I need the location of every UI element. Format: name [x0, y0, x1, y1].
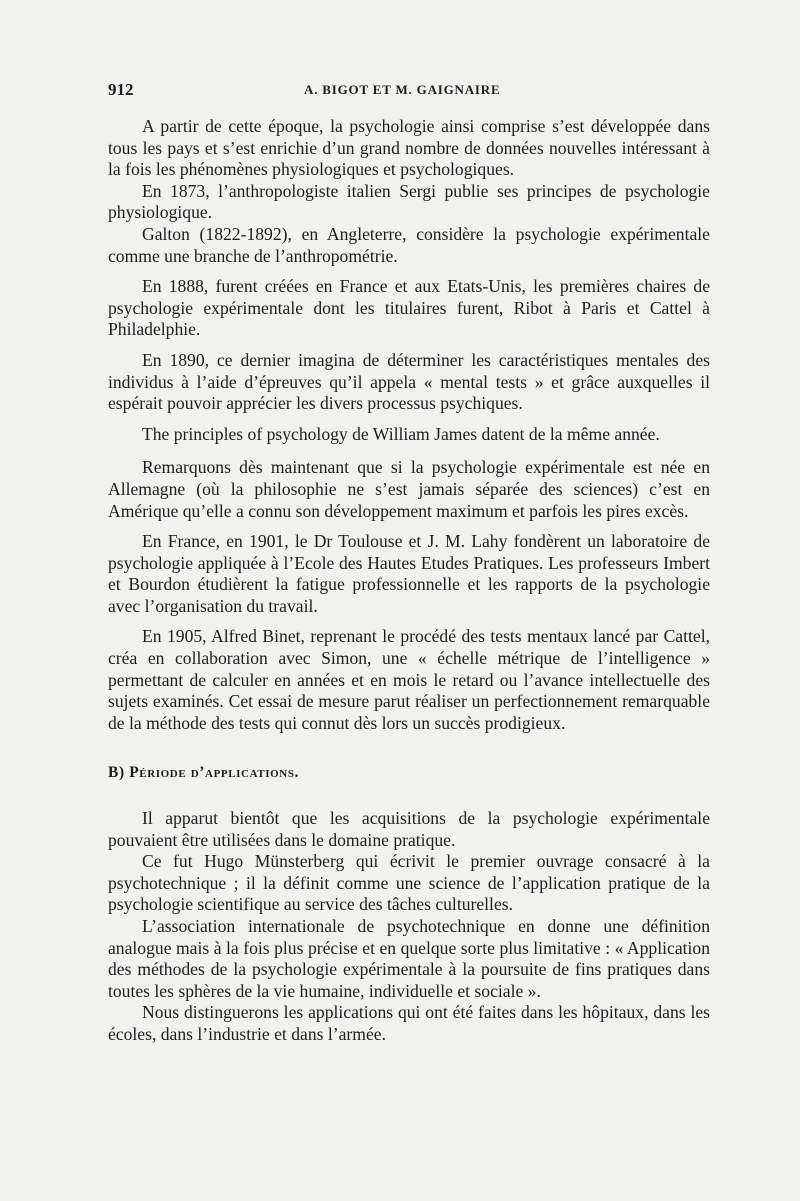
section-heading	[108, 762, 710, 784]
body-text	[108, 116, 710, 1046]
paragraph: En France, en 1901, le Dr Toulouse et J. M. Lahy fondèrent un laboratoire de psychologie appliquée à l’Ecole des Hautes Etudes Pratiques. Les professeurs Imbert et Bourdon étudièrent la fatigue professionnelle et les rapports de la psychologie avec l’organisation du travail.	[108, 531, 710, 616]
section-title: Période d’applications.	[129, 764, 300, 782]
paragraph: Ce fut Hugo Münsterberg qui écrivit le premier ouvrage consacré à la psychotechnique ; il la définit comme une science de l’application pratique de la psychologie scientifique au service des tâches culturelles.	[108, 851, 710, 915]
paragraph: En 1890, ce dernier imagina de déterminer les caractéristiques mentales des individus à l’aide d’épreuves qu’il appela « mental tests » et grâce auxquelles il espérait pouvoir apprécier les divers processus psychiques.	[108, 349, 710, 414]
page-number: 912	[108, 80, 134, 99]
paragraph: Il apparut bientôt que les acquisitions de la psychologie expérimentale pouvaient être utilisées dans le domaine pratique.	[108, 808, 710, 850]
paragraph: En 1905, Alfred Binet, reprenant le procédé des tests mentaux lancé par Cattel, créa en collaboration avec Simon, une « échelle métrique de l’intelligence » permettant de calculer en années et en mois le retard ou l’avance intellectuelle des sujets examinés. Cet essai de mesure parut réaliser un perfectionnement remarquable de la méthode des tests qui connut dès lors un succès prodigieux.	[108, 626, 710, 733]
running-head	[108, 80, 708, 100]
paragraph: A partir de cette époque, la psychologie ainsi comprise s’est développée dans tous les pays et s’est enrichie d’un grand nombre de données nouvelles intéressant à la fois les phénomènes physiologiques et psychologiques.	[108, 116, 710, 180]
running-head-title: A. BIGOT ET M. GAIGNAIRE	[304, 82, 501, 97]
paragraph: Galton (1822-1892), en Angleterre, considère la psychologie expérimentale comme une branche de l’anthropométrie.	[108, 223, 710, 266]
paragraph: En 1888, furent créées en France et aux Etats-Unis, les premières chaires de psychologie expérimentale dont les titulaires furent, Ribot à Paris et Cattel à Philadelphie.	[108, 276, 710, 340]
paragraph: The principles of psychology de William James datent de la même année.	[142, 423, 660, 444]
section-marker: B)	[108, 764, 125, 782]
paragraph: En 1873, l’anthropologiste italien Sergi publie ses principes de psychologie physiologique.	[108, 180, 710, 223]
paragraph: Remarquons dès maintenant que si la psychologie expérimentale est née en Allemagne (où la philosophie ne s’est jamais séparée des sciences) c’est en Amérique qu’elle a connu son développement maximum et parfois les pires excès.	[108, 457, 710, 521]
paragraph: Nous distinguerons les applications qui ont été faites dans les hôpitaux, dans les écoles, dans l’industrie et dans l’armée.	[108, 1002, 710, 1044]
paragraph: L’association internationale de psychotechnique en donne une définition analogue mais à la fois plus précise et en quelque sorte plus limitative : « Application des méthodes de la psychologie expérimentale à la poursuite de fins pratiques dans toutes les sphères de la vie humaine, individuelle et sociale ».	[108, 916, 710, 1001]
